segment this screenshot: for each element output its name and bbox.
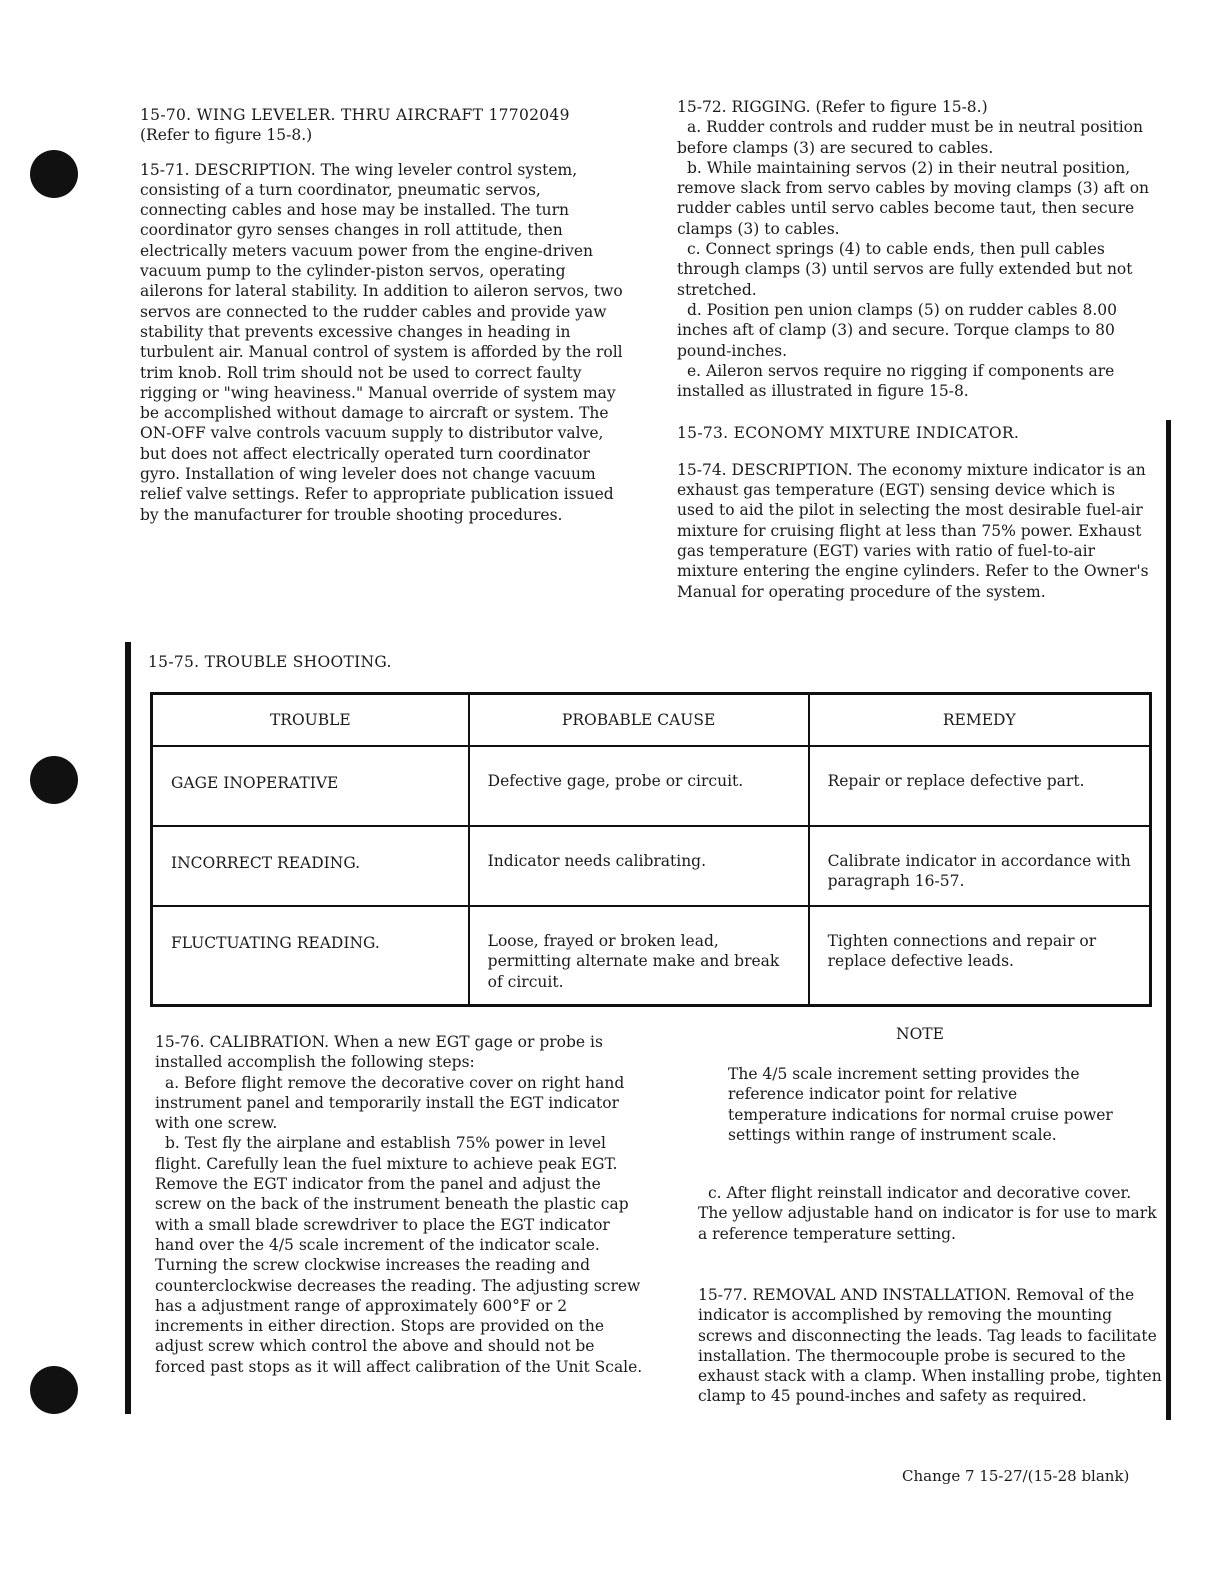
rigging-step-d: d. Position pen union clamps (5) on rudder cables 8.00 inches aft of clamp (3) and secure. Torque clamps to 80 pound-inches.	[677, 300, 1118, 360]
remedy-cell: Calibrate indicator in accordance with paragraph 16-57.	[809, 826, 1151, 906]
cause-cell: Indicator needs calibrating.	[469, 826, 809, 906]
rigging-step-e: e. Aileron servos require no rigging if components are installed as illustrated in figure 15-8.	[677, 361, 1115, 401]
rigging-heading: 15-72. RIGGING. (Refer to figure 15-8.)	[677, 98, 988, 116]
trouble-shooting-heading: 15-75. TROUBLE SHOOTING.	[148, 653, 392, 671]
right-column-top	[677, 97, 1155, 616]
column-header-probable-cause: PROBABLE CAUSE	[469, 694, 809, 747]
cause-cell: Loose, frayed or broken lead, permitting alternate make and break of circuit.	[469, 906, 809, 1005]
trouble-cell: INCORRECT READING.	[152, 826, 469, 906]
left-column-top	[140, 105, 632, 539]
rigging-step-c: c. Connect springs (4) to cable ends, then pull cables through clamps (3) until servos are fully extended but not stretched.	[677, 240, 1133, 299]
note-title: NOTE	[896, 1025, 944, 1043]
rigging-step-a: a. Rudder controls and rudder must be in neutral position before clamps (3) are secured to cables.	[677, 118, 1143, 157]
table-row	[152, 746, 1151, 826]
cause-cell: Defective gage, probe or circuit.	[469, 746, 809, 826]
calibration-section	[155, 1032, 645, 1377]
calibration-intro: 15-76. CALIBRATION. When a new EGT gage or probe is installed accomplish the following steps:	[155, 1033, 603, 1072]
binder-hole-top	[30, 150, 78, 198]
removal-installation: 15-77. REMOVAL AND INSTALLATION. Removal of the indicator is accomplished by removing the mounting screws and disconnecting the leads. Tag leads to facilitate installation. The thermocouple probe is secured to the exhaust stack with a clamp. When installing probe, tighten clamp to 45 pound-inches and safety as required.	[698, 1286, 1162, 1406]
yellow-hand-text: The yellow adjustable hand on indicator is for use to mark a reference temperature setting.	[698, 1204, 1157, 1243]
binder-hole-middle	[30, 756, 78, 804]
page-footer: Change 7 15-27/(15-28 blank)	[902, 1467, 1130, 1485]
table-row	[152, 906, 1151, 1005]
calibration-step-a: a. Before flight remove the decorative cover on right hand instrument panel and temporarily install the EGT indicator with one screw.	[155, 1073, 625, 1133]
remedy-cell: Tighten connections and repair or replace defective leads.	[809, 906, 1151, 1005]
remedy-cell: Repair or replace defective part.	[809, 746, 1151, 826]
trouble-cell: FLUCTUATING READING.	[152, 906, 469, 1005]
wing-leveler-heading-ref: (Refer to figure 15-8.)	[140, 126, 313, 145]
calibration-step-b: b. Test fly the airplane and establish 75% power in level flight. Carefully lean the fuel mixture to achieve peak EGT. Remove the EGT indicator from the panel and adjust the screw on the back of the instrument beneath the plastic cap with a small blade screwdriver to place the EGT indicator hand over the 4/5 scale increment of the indicator scale. Turning the screw clockwise increases the reading and counterclockwise decreases the reading. The adjusting screw has a adjustment range of approximately 600°F or 2 increments in either direction. Stops are provided on the adjust screw which control the above and should not be forced past stops as it will affect calibration of the Unit Scale.	[155, 1134, 643, 1376]
note-text: The 4/5 scale increment setting provides the reference indicator point for relative temperature indications for normal cruise power settings within range of instrument scale.	[728, 1065, 1113, 1144]
economy-mixture-heading: 15-73. ECONOMY MIXTURE INDICATOR.	[677, 424, 1020, 443]
table-header-row	[152, 694, 1151, 747]
trouble-cell: GAGE INOPERATIVE	[152, 746, 469, 826]
column-header-trouble: TROUBLE	[152, 694, 469, 747]
change-bar-left	[125, 642, 131, 1414]
column-header-remedy: REMEDY	[809, 694, 1151, 747]
change-bar-right	[1166, 420, 1171, 1420]
rigging-step-b: b. While maintaining servos (2) in their neutral position, remove slack from servo cables by moving clamps (3) aft on rudder cables until servo cables become taut, then secure clamps (3) to cables.	[677, 158, 1150, 238]
trouble-shooting-table	[150, 692, 1152, 1007]
wing-leveler-description: 15-71. DESCRIPTION. The wing leveler control system, consisting of a turn coordinator, pneumatic servos, connecting cables and hose may be installed. The turn coordinator gyro senses changes in roll attitude, then electrically meters vacuum power from the engine-driven vacuum pump to the cylinder-piston servos, operating ailerons for lateral stability. In addition to aileron servos, two servos are connected to the rudder cables and provide yaw stability that prevents excessive changes in heading in turbulent air. Manual control of system is afforded by the roll trim knob. Roll trim should not be used to correct faulty rigging or "wing heaviness." Manual override of system may be accomplished without damage to aircraft or system. The ON-OFF valve controls vacuum supply to distributor valve, but does not affect electrically operated turn coordinator gyro. Installation of wing leveler does not change vacuum relief valve settings. Refer to appropriate publication issued by the manufacturer for trouble shooting procedures.	[140, 160, 623, 524]
calibration-step-c: c. After flight reinstall indicator and decorative cover.	[708, 1184, 1132, 1202]
calibration-continued	[698, 1183, 1164, 1258]
table-row	[152, 826, 1151, 906]
wing-leveler-heading: 15-70. WING LEVELER. THRU AIRCRAFT 17702049	[140, 106, 570, 124]
economy-mixture-description: 15-74. DESCRIPTION. The economy mixture indicator is an exhaust gas temperature (EGT) sensing device which is used to aid the pilot in selecting the most desirable fuel-air mixture for cruising flight at less than 75% power. Exhaust gas temperature (EGT) varies with ratio of fuel-to-air mixture entering the engine cylinders. Refer to the Owner's Manual for operating procedure of the system.	[677, 460, 1149, 601]
binder-hole-bottom	[30, 1366, 78, 1414]
